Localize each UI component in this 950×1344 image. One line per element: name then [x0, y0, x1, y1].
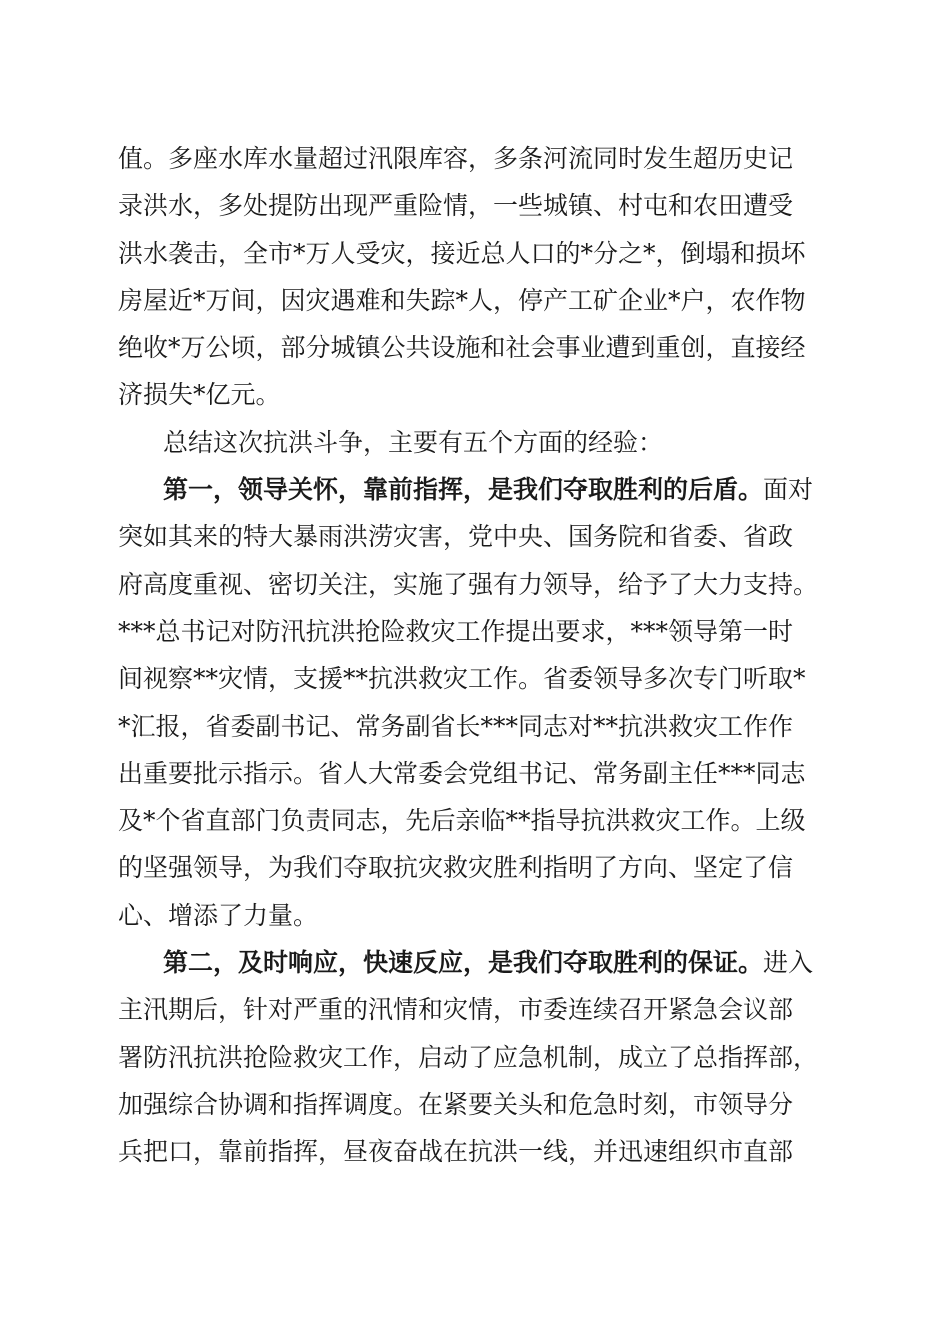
paragraph-3-line: 间视察**灾情，支援**抗洪救灾工作。省委领导多次专门听取*: [118, 664, 806, 694]
paragraph-3-line: ***总书记对防汛抗洪抢险救灾工作提出要求，***领导第一时: [118, 616, 794, 646]
paragraph-3-line: 及*个省直部门负责同志，先后亲临**指导抗洪救灾工作。上级: [118, 806, 806, 836]
paragraph-3-first-line: [118, 466, 830, 513]
paragraph-4-line: 署防汛抗洪抢险救灾工作，启动了应急机制，成立了总指挥部，: [118, 1042, 819, 1072]
document-body: [118, 135, 830, 1176]
paragraph-4-line: 主汛期后，针对严重的汛情和灾情，市委连续召开紧急会议部: [118, 995, 794, 1025]
paragraph-3-line: 的坚强领导，为我们夺取抗灾救灾胜利指明了方向、坚定了信: [118, 853, 794, 883]
paragraph-4-line: 兵把口，靠前指挥，昼夜奋战在抗洪一线，并迅速组织市直部: [118, 1137, 794, 1167]
paragraph-3-line: 府高度重视、密切关注，实施了强有力领导，给予了大力支持。: [118, 569, 819, 599]
paragraph-1-line: 值。多座水库水量超过汛限库容，多条河流同时发生超历史记: [118, 144, 794, 173]
paragraph-3-line: 心、增添了力量。: [118, 900, 319, 930]
paragraph-4-line: 加强综合协调和指挥调度。在紧要关头和危急时刻，市领导分: [118, 1089, 794, 1119]
paragraph-3-line: *汇报，省委副书记、常务副省长***同志对**抗洪救灾工作作: [118, 711, 794, 741]
paragraph-3-line: 突如其来的特大暴雨洪涝灾害，党中央、国务院和省委、省政: [118, 522, 794, 552]
paragraph-3-line: 出重要批示指示。省人大常委会党组书记、常务副主任***同志: [118, 758, 806, 788]
paragraph-4-first-line: [118, 939, 830, 986]
paragraph-4-heading: 第二，及时响应，快速反应，是我们夺取胜利的保证。: [163, 948, 764, 978]
paragraph-4-first-line-rest: 进入: [763, 948, 814, 978]
paragraph-1-line: 洪水袭击，全市*万人受灾，接近总人口的*分之*，倒塌和损坏: [118, 238, 806, 268]
paragraph-2-text: 总结这次抗洪斗争，主要有五个方面的经验：: [163, 427, 664, 457]
paragraph-1-line: 录洪水，多处提防出现严重险情，一些城镇、村屯和农田遭受: [118, 191, 794, 221]
paragraph-1-line: 绝收*万公顷，部分城镇公共设施和社会事业遭到重创，直接经: [118, 333, 806, 363]
paragraph-3-first-line-rest: 面对: [763, 475, 814, 505]
paragraph-1-line: 济损失*亿元。: [118, 380, 281, 410]
paragraph-1-line: 房屋近*万间，因灾遇难和失踪*人，停产工矿企业*户，农作物: [118, 285, 806, 315]
paragraph-3-heading: 第一，领导关怀，靠前指挥，是我们夺取胜利的后盾。: [163, 475, 764, 505]
